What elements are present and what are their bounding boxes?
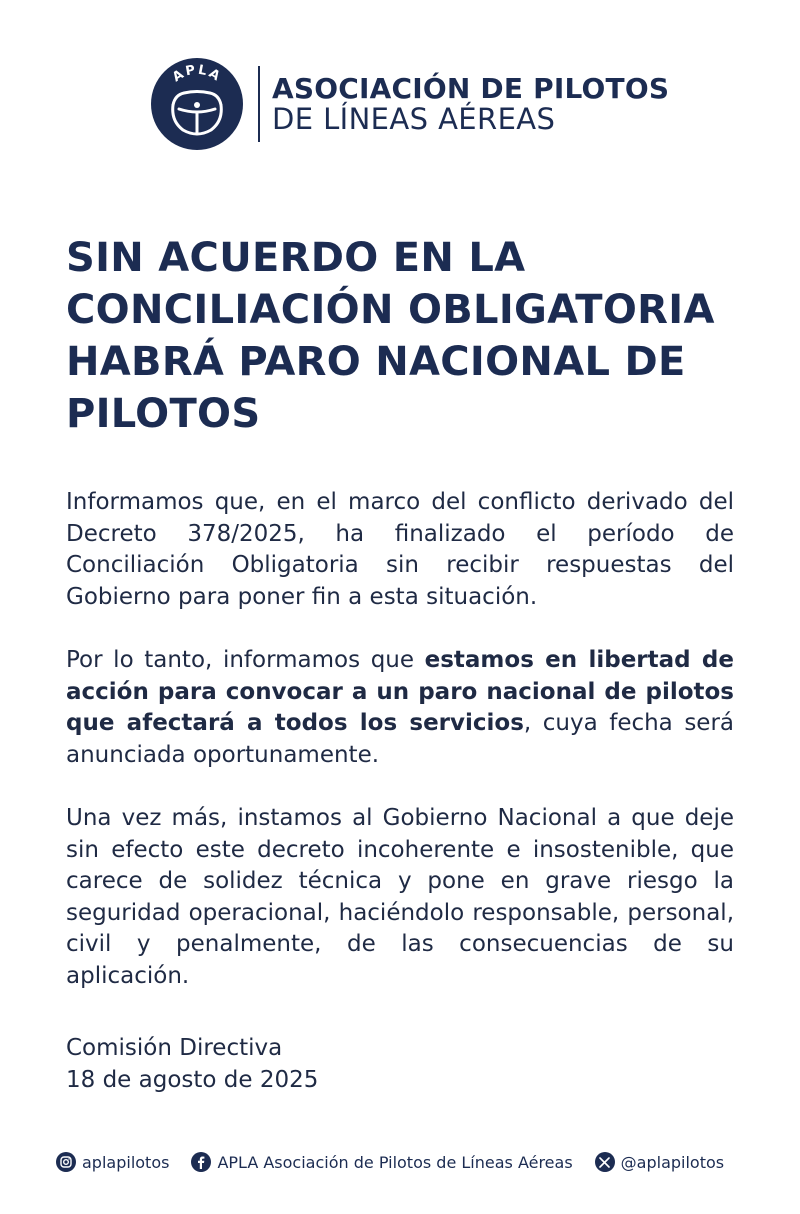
paragraph-2-start: Por lo tanto, informamos que bbox=[66, 647, 425, 673]
facebook-handle: APLA Asociación de Pilotos de Líneas Aéreas bbox=[217, 1152, 573, 1172]
signature-block bbox=[66, 1033, 318, 1096]
instagram-handle: aplapilotos bbox=[82, 1152, 170, 1172]
signer: Comisión Directiva bbox=[66, 1035, 283, 1061]
paragraph-3: Una vez más, instamos al Gobierno Nacional a que deje sin efecto este decreto incoherente e insostenible, que carece de solidez técnica y pone en grave riesgo la seguridad operacional, haciéndolo responsable, personal, civil y penalmente, de las consecuencias de su aplicación. bbox=[66, 805, 734, 989]
facebook-icon bbox=[191, 1152, 211, 1172]
header-divider bbox=[258, 66, 260, 142]
org-name bbox=[272, 73, 669, 135]
paragraph-2 bbox=[66, 645, 734, 771]
signature-date: 18 de agosto de 2025 bbox=[66, 1066, 319, 1093]
x-icon bbox=[595, 1152, 615, 1172]
title-line: PILOTOS bbox=[66, 391, 261, 437]
facebook-link[interactable] bbox=[191, 1152, 572, 1172]
title-line: CONCILIACIÓN OBLIGATORIA bbox=[66, 287, 715, 333]
header bbox=[150, 57, 710, 151]
paragraph-2-end: , cuya fecha será anunciada oportunamente. bbox=[66, 710, 735, 768]
instagram-link[interactable] bbox=[56, 1152, 169, 1172]
x-link[interactable] bbox=[595, 1152, 724, 1172]
social-footer bbox=[56, 1152, 756, 1172]
apla-logo-icon bbox=[150, 57, 244, 151]
x-handle: @aplapilotos bbox=[620, 1152, 725, 1172]
logo-text: APLA bbox=[169, 62, 225, 86]
title-line: HABRÁ PARO NACIONAL DE bbox=[66, 339, 686, 385]
org-name-line2: DE LÍNEAS AÉREAS bbox=[272, 102, 556, 136]
paragraph-2-emphasis: estamos en libertad de acción para convocar a un paro nacional de pilotos que afectará a todos los servicios bbox=[66, 647, 734, 736]
title-line: SIN ACUERDO EN LA bbox=[66, 235, 526, 281]
page-title bbox=[66, 232, 766, 440]
org-name-line1: ASOCIACIÓN DE PILOTOS bbox=[272, 72, 670, 105]
instagram-icon bbox=[56, 1152, 76, 1172]
paragraph-1: Informamos que, en el marco del conflicto derivado del Decreto 378/2025, ha finalizado el período de Conciliación Obligatoria sin recibir respuestas del Gobierno para poner fin a esta situación. bbox=[66, 489, 734, 610]
statement-body bbox=[66, 487, 734, 1024]
